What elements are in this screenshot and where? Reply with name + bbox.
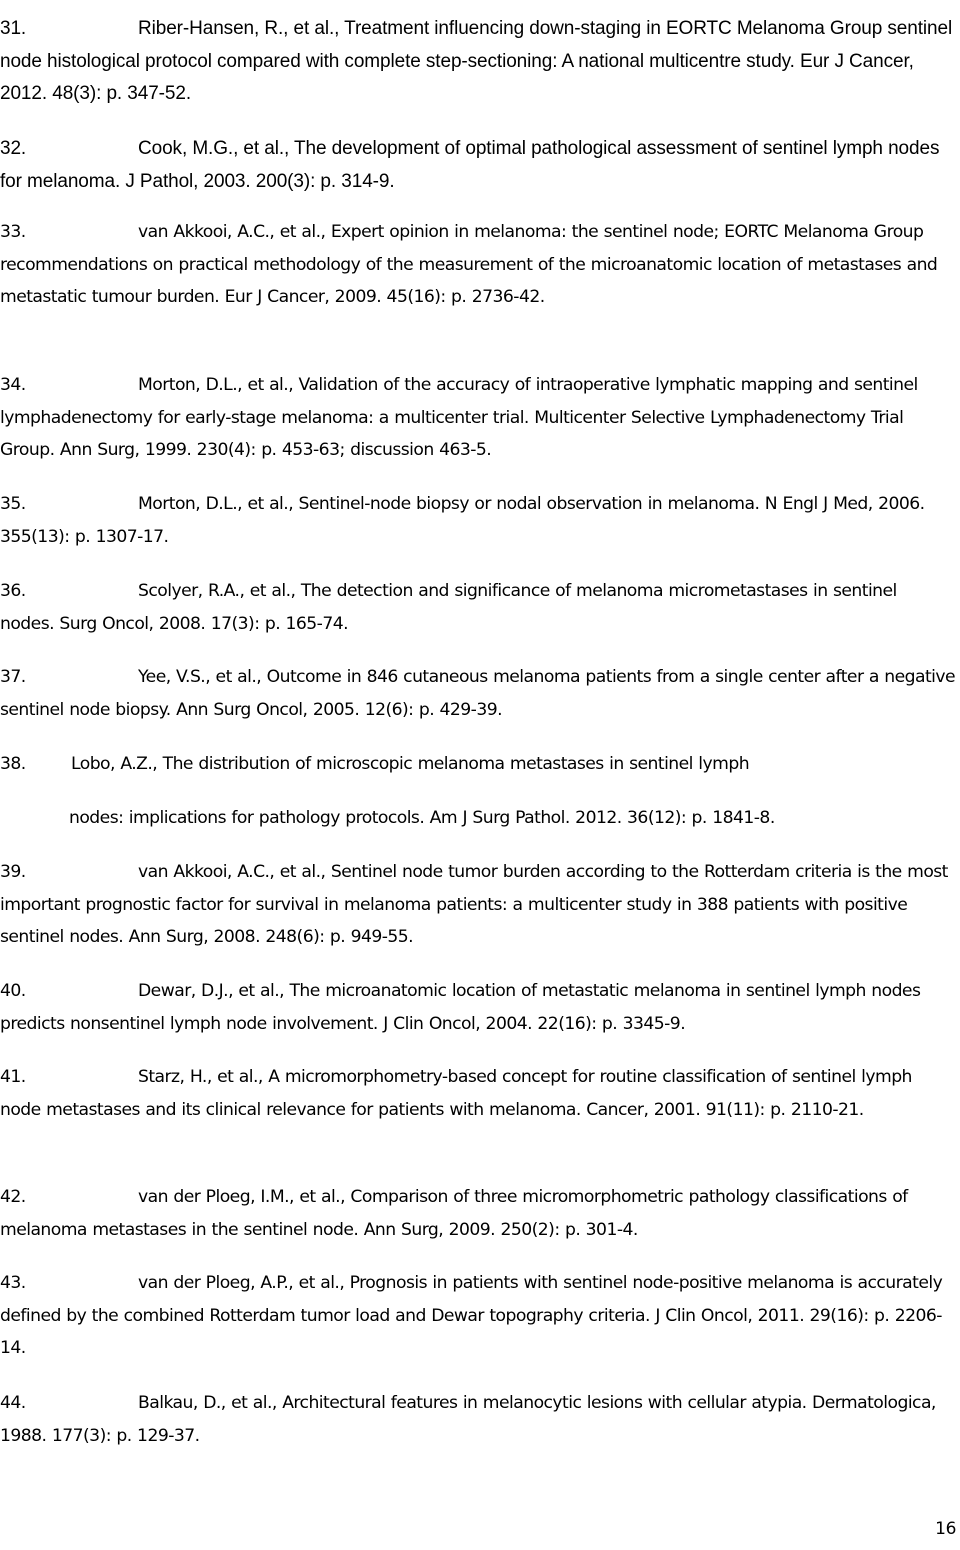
reference-text: Dewar, D.J., et al., The microanatomic location of metastatic melanoma in sentinel lymph nodes predicts nonsentinel lymph node involvement. J Clin Oncol, 2004. 22(16): p. 3345-9.: [0, 981, 921, 1034]
reference-number: 37.: [0, 667, 26, 688]
reference-text: Lobo, A.Z., The distribution of microscopic melanoma metastases in sentinel lymph: [71, 754, 750, 775]
reference-41: [0, 1061, 956, 1126]
reference-number: 44.: [0, 1393, 26, 1414]
reference-number: 33.: [0, 222, 26, 243]
reference-44: [0, 1387, 956, 1452]
reference-31: [0, 13, 956, 111]
reference-35: [0, 488, 956, 553]
reference-39: [0, 856, 956, 954]
reference-number: 40.: [0, 981, 26, 1002]
reference-text-continued: nodes: implications for pathology protocols. Am J Surg Pathol. 2012. 36(12): p. 1841-8.: [69, 807, 775, 828]
reference-number: 34.: [0, 375, 26, 396]
reference-38: [0, 748, 956, 834]
reference-text: van Akkooi, A.C., et al., Sentinel node tumor burden according to the Rotterdam criteria is the most important prognostic factor for survival in melanoma patients: a multicenter study in 388 patients with positive sentinel nodes. Ann Surg, 2008. 248(6): p. 949-55.: [0, 862, 948, 948]
reference-text: Balkau, D., et al., Architectural features in melanocytic lesions with cellular atypia. Dermatologica, 1988. 177(3): p. 129-37.: [0, 1393, 936, 1446]
reference-37: [0, 661, 956, 726]
reference-number: 38.: [0, 754, 26, 775]
reference-number: 42.: [0, 1187, 26, 1208]
reference-number: 32.: [0, 138, 27, 159]
reference-36: [0, 575, 956, 640]
reference-text: van Akkooi, A.C., et al., Expert opinion in melanoma: the sentinel node; EORTC Melanoma Group recommendations on practical methodology of the measurement of the microanatomic location of metastases and metastatic tumour burden. Eur J Cancer, 2009. 45(16): p. 2736-42.: [0, 222, 938, 308]
reference-number: 31.: [0, 18, 27, 39]
reference-43: [0, 1267, 956, 1365]
reference-text: van der Ploeg, A.P., et al., Prognosis in patients with sentinel node-positive melanoma is accurately defined by the combined Rotterdam tumor load and Dewar topography criteria. J Clin Oncol, 2011. 29(16): p. 2206-14.: [0, 1273, 943, 1359]
reference-34: [0, 369, 956, 467]
reference-number: 39.: [0, 862, 26, 883]
reference-42: [0, 1181, 956, 1246]
reference-text: Riber-Hansen, R., et al., Treatment influencing down-staging in EORTC Melanoma Group sentinel node histological protocol compared with complete step-sectioning: A national multicentre study. Eur J Cancer, 2012. 48(3): p. 347-52.: [0, 18, 953, 104]
reference-text: Cook, M.G., et al., The development of optimal pathological assessment of sentinel lymph nodes for melanoma. J Pathol, 2003. 200(3): p. 314-9.: [0, 138, 940, 192]
reference-text: Morton, D.L., et al., Validation of the accuracy of intraoperative lymphatic mapping and sentinel lymphadenectomy for early-stage melanoma: a multicenter trial. Multicenter Selective Lymphadenectomy Trial Group. Ann Surg, 1999. 230(4): p. 453-63; discussion 463-5.: [0, 375, 918, 461]
reference-40: [0, 975, 956, 1040]
page-number: 16: [935, 1519, 956, 1539]
reference-33: [0, 216, 956, 314]
reference-text: Morton, D.L., et al., Sentinel-node biopsy or nodal observation in melanoma. N Engl J Med, 2006. 355(13): p. 1307-17.: [0, 494, 925, 547]
reference-number: 43.: [0, 1273, 26, 1294]
reference-text: Scolyer, R.A., et al., The detection and significance of melanoma micrometastases in sentinel nodes. Surg Oncol, 2008. 17(3): p. 165-74.: [0, 581, 897, 634]
reference-32: [0, 133, 956, 198]
reference-number: 41.: [0, 1067, 26, 1088]
reference-text: Yee, V.S., et al., Outcome in 846 cutaneous melanoma patients from a single center after a negative sentinel node biopsy. Ann Surg Oncol, 2005. 12(6): p. 429-39.: [0, 667, 956, 720]
reference-number: 36.: [0, 581, 26, 602]
reference-text: Starz, H., et al., A micromorphometry-based concept for routine classification of sentinel lymph node metastases and its clinical relevance for patients with melanoma. Cancer, 2001. 91(11): p. 2110-21.: [0, 1067, 912, 1120]
reference-number: 35.: [0, 494, 26, 515]
reference-text: van der Ploeg, I.M., et al., Comparison of three micromorphometric pathology classifications of melanoma metastases in the sentinel node. Ann Surg, 2009. 250(2): p. 301-4.: [0, 1187, 908, 1240]
